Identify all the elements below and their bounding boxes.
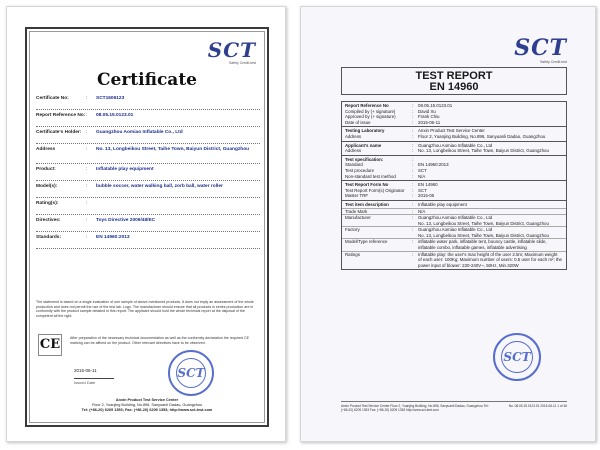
report-row-value: No. 13, Longbeikou Street, Taihe Town, Baiyun District, Guangzhou [418, 220, 549, 226]
report-row-key: Address [345, 148, 362, 154]
report-row-value: Guangzhou Aomiao Inflatable Co., Ltd [418, 215, 493, 221]
field-label: Report Reference No: [36, 113, 86, 118]
field-colon: : [86, 218, 88, 223]
field-label: Directives: [36, 218, 61, 223]
report-row-value: EN 14960:2013 [418, 162, 449, 168]
report-row-colon: : [412, 187, 414, 193]
report-row [342, 120, 566, 126]
report-row-key: Test Report Form(s) Originator [345, 187, 405, 193]
field-value: EN 14960:2013 [96, 235, 130, 240]
footer-company: Anxin Product Test Service Center [115, 398, 179, 402]
report-section [342, 156, 566, 181]
issue-date: 2015-06-11 [74, 368, 97, 373]
report-row-value: No. 13, Longbeikou Street, Taihe Town, Baiyun District, Guangzhou [418, 148, 549, 154]
certificate-title: Certificate [96, 70, 197, 90]
field-colon: : [86, 184, 88, 189]
report-row-value: Anxin Product Test Service Center [418, 128, 485, 134]
report-row [342, 193, 566, 199]
statement-paragraph: The statement is based on a single evaluation of one sample of above mentioned products. It does not imply an assessment of the whole production and does not permit the use of the test lab. Logo. The manufacturer should ensure that all products in series production are in conformity with the product sample detailed in this report. The applicant should hold the whole technical report at the disposal of the competent all the right. [36, 300, 254, 318]
field-rule [36, 163, 260, 164]
report-row-value: SCT [418, 187, 427, 193]
report-row-colon: : [412, 108, 414, 114]
stamp-text: SCT [177, 366, 205, 380]
certificate-field-row [36, 201, 260, 218]
test-report-sheet [300, 6, 596, 442]
report-row-key: Test procedure [345, 167, 375, 173]
report-row-value: Floor 2, Yuanjing Building, No.896, Sanyuanli Dadao, Guangzhou [418, 133, 546, 139]
report-row-value: inflatable water park, inflatable tent, bouncy castle, inflatable slide, inflatable combo, inflatable games, inflatable advertising [418, 239, 547, 251]
field-rule [36, 248, 260, 249]
certificate-field-row [36, 167, 260, 184]
report-row-value: N/A [418, 173, 426, 179]
report-row-colon: : [412, 215, 414, 221]
field-label: Rating(s): [36, 201, 59, 206]
report-footer-right: No. 08.05.15.0123.01 2015-06-11 1 of 46 [508, 404, 567, 408]
report-row-colon: : [412, 156, 414, 162]
report-row [342, 134, 566, 140]
report-row-value: Guangzhou Aomiao Inflatable Co., Ltd [418, 227, 493, 233]
report-row-value: David Xu [418, 108, 436, 114]
field-rule [36, 109, 260, 110]
field-rule [36, 143, 260, 144]
stamp-text: SCT [503, 350, 531, 364]
field-rule [36, 214, 260, 215]
report-row-colon: : [412, 201, 414, 207]
field-colon: : [86, 147, 88, 152]
report-section [342, 102, 566, 127]
report-row [342, 251, 566, 269]
report-section [342, 127, 566, 141]
report-row-colon: : [412, 133, 414, 139]
footer-address: Floor 2, Yuanjing Building, No.896, Sanyuanli Dadao, Guangzhou [91, 403, 203, 407]
certificate-field-row [36, 96, 260, 113]
report-row-colon: : [412, 251, 414, 257]
report-row [342, 174, 566, 180]
report-footer [341, 401, 567, 412]
report-row-key: Master TRF [345, 193, 369, 199]
certificate-field-row [36, 235, 260, 252]
sct-stamp-icon [168, 350, 214, 396]
report-row-value: Guangzhou Aomiao Inflatable Co., Ltd [418, 142, 493, 148]
logo-tagline: Safety Credit-test [228, 61, 256, 65]
report-row-value: 2015-06-11 [418, 119, 441, 125]
logo-mark: SCT [207, 38, 256, 62]
report-row-colon: : [412, 142, 414, 148]
report-row-colon: : [412, 162, 414, 168]
report-row-key: Standard [345, 162, 363, 168]
report-row-value: Inflatable play equipment [418, 201, 467, 207]
logo-mark: SCT [514, 35, 567, 61]
ce-paragraph: After preparation of the necessary technical documentation as well as the conformity declaration the required CE marking can be affixed on the product. Other relevant directives have to be observed. [70, 336, 249, 345]
report-row-value: Inflatable play: the user's max height of the user 2.5m; Maximum weight of each user: 100Kg; Maximum number of users: 0.5 user for each m²; the power input of blower: 220-240V~, 50Hz, Min.320W [418, 251, 562, 268]
sct-stamp-icon [493, 333, 541, 381]
report-table [341, 101, 567, 270]
field-label: Product: [36, 167, 56, 172]
field-value: No. 13, Longbeikou Street, Taihe Town, Baiyun District, Guangzhou [96, 147, 250, 152]
field-label: Address [36, 147, 56, 152]
report-row-colon: : [412, 167, 414, 173]
certificate-field-row [36, 113, 260, 130]
report-row-value: 08.05.15.0123.01 [418, 103, 453, 108]
certificate-field-row [36, 130, 260, 147]
report-header [341, 67, 567, 95]
report-row-value: EN 14960 [418, 182, 438, 188]
report-row-key: Ratings [345, 251, 360, 257]
report-title: TEST REPORT [415, 70, 493, 82]
report-row-colon: : [412, 193, 414, 199]
report-row-colon: : [412, 128, 414, 134]
report-row [342, 226, 566, 233]
report-row-key: Address [345, 133, 362, 139]
field-colon: : [86, 167, 88, 172]
report-row-key: Approved by (+ signature) [345, 114, 396, 120]
field-colon: : [86, 96, 88, 101]
logo-tagline: Safety Credit-test [539, 60, 567, 64]
issue-date-label: Issued Date [74, 378, 114, 385]
report-row-colon: : [412, 173, 414, 179]
report-row-colon: : [412, 227, 414, 233]
footer-contact: Tel: (+86-20) 6209 1353; Fax: (+86-20) 6209 1353; http://www.sct-test.com [81, 408, 213, 412]
report-row-colon: : [412, 114, 414, 120]
certificate-field-row [36, 184, 260, 201]
report-footer-left: Anxin Product Test Service Center Floor 2, Yuanjing Building, No.896, Sanyuanli Dadao, Guangzhou Tel: (+86-20) 6209 1353 Fax: (+86-20) 6209 1353 http://www.sct-test.com [341, 404, 489, 412]
certificate-footer [30, 398, 264, 413]
field-colon: : [86, 130, 88, 135]
report-row-key: Date of issue [345, 119, 371, 125]
report-row-colon: : [412, 119, 414, 125]
sct-logo [208, 38, 256, 65]
field-value: Toys Directive 2009/48/EC [96, 218, 156, 223]
report-row-key: Testing Laboratory [345, 128, 385, 134]
report-row-colon: : [412, 239, 414, 245]
report-section [342, 142, 566, 156]
sct-logo [514, 35, 567, 64]
report-section [342, 201, 566, 270]
report-row-value: SCT [418, 167, 427, 173]
report-row-key: Test specification: [345, 156, 384, 162]
certificate-inner-border [29, 31, 265, 423]
certificate-field-row [36, 218, 260, 235]
report-row-key: Test Report Form No [345, 182, 389, 188]
field-rule [36, 231, 260, 232]
certificate-fields [36, 96, 260, 252]
field-colon: : [86, 201, 88, 206]
field-label: Certificate's Holder: [36, 130, 82, 135]
field-value: Inflatable play equipment [96, 167, 154, 172]
certificate-border [25, 27, 269, 427]
report-row-key: Trade Mark [345, 208, 368, 214]
field-colon: : [86, 113, 88, 118]
field-colon: : [86, 235, 88, 240]
field-value: Guangzhou Aomiao Inflatable Co., Ltd [96, 130, 183, 135]
field-value: bubble soccer, water walking ball, zorb ball, water roller [96, 184, 223, 189]
report-row-value: Frank Chiu [418, 114, 440, 120]
field-label: Model(s): [36, 184, 58, 189]
field-label: Certificate No: [36, 96, 69, 101]
report-row-key: Factory [345, 227, 360, 233]
certificate-field-row [36, 147, 260, 167]
report-row-key: Applicant's name [345, 142, 382, 148]
report-row-colon: : [412, 208, 414, 214]
report-row-key: Compiled by (+ signature) [345, 108, 396, 114]
report-row-key: Model/Type reference [345, 239, 388, 245]
report-row-value: 2015-06 [418, 193, 435, 199]
report-row-colon: : [412, 103, 414, 108]
report-row [342, 148, 566, 154]
field-rule [36, 126, 260, 127]
report-row-key: Test item description [345, 201, 389, 207]
report-row-key: Manufacturer [345, 215, 371, 221]
field-value: SCT1606123 [96, 96, 125, 101]
report-row-value: No. 13, Longbeikou Street, Taihe Town, Baiyun District, Guangzhou [418, 232, 549, 238]
report-row [342, 238, 566, 250]
report-section [342, 181, 566, 201]
field-rule [36, 180, 260, 181]
ce-mark-icon: CE [38, 334, 62, 356]
report-row-colon: : [412, 148, 414, 154]
field-value: 08.05.15.0123.01 [96, 113, 134, 118]
field-label: Standards: [36, 235, 62, 240]
report-row-value: N/A [418, 208, 426, 214]
certificate-sheet [6, 6, 286, 442]
field-rule [36, 197, 260, 198]
report-row [342, 214, 566, 221]
report-standard: EN 14960 [429, 81, 479, 93]
report-row-key: Report Reference No [345, 103, 389, 108]
report-row-colon: : [412, 182, 414, 188]
report-row-key: Non-standard test method [345, 173, 396, 179]
report-row [342, 208, 566, 215]
